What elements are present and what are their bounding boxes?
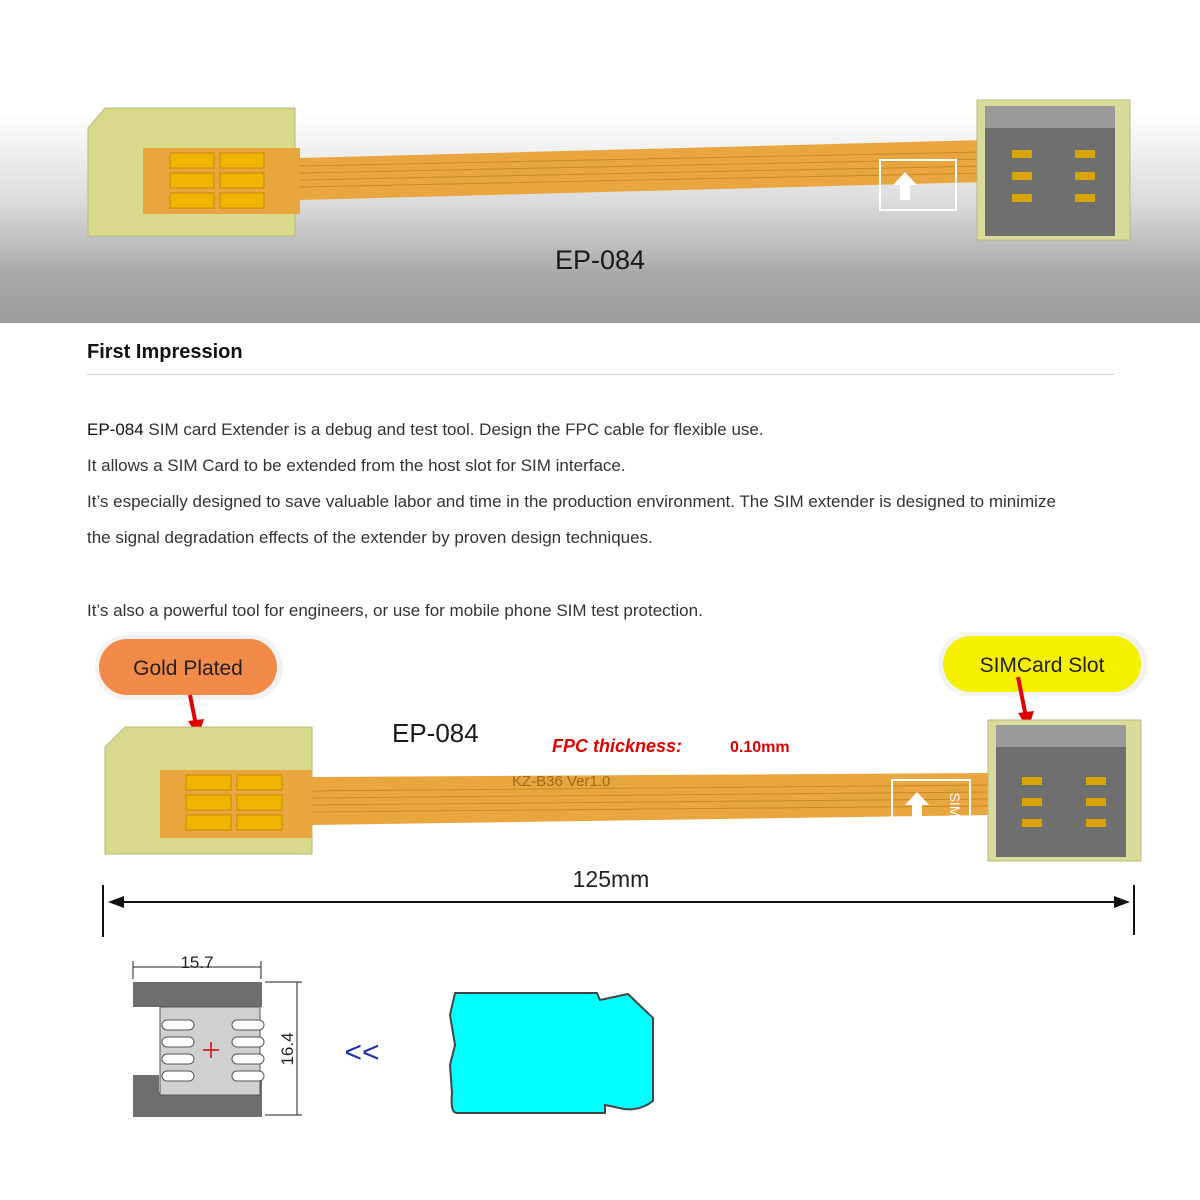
- annotated-diagram: [0, 625, 1200, 945]
- width-label: 15.7: [180, 953, 214, 972]
- height-label: 16.4: [278, 1032, 297, 1066]
- length-arrow-right-icon: [1114, 896, 1130, 908]
- description-line-1: [87, 420, 764, 440]
- description-line-4: the signal degradation effects of the extender by proven design techniques.: [87, 528, 653, 547]
- hero-model-label: EP-084: [554, 245, 646, 275]
- board-marking: KZ-B36 Ver1.0: [512, 773, 611, 790]
- fpc-thickness-label: FPC thickness:: [552, 736, 683, 756]
- insert-direction-icon: <<: [344, 1036, 380, 1069]
- section-title: First Impression: [87, 341, 243, 363]
- description-line-1-text: SIM card Extender is a debug and test tool. Design the FPC cable for flexible use.: [143, 420, 764, 439]
- diagram-model-label: EP-084: [392, 718, 479, 748]
- sim-marking-text: SIM: [947, 792, 963, 818]
- slot-footprint-drawing: [133, 982, 264, 1117]
- description-model: EP-084: [87, 420, 144, 439]
- fpc-thickness-value: 0.10mm: [730, 739, 790, 756]
- simcard-slot-label: SIMCard Slot: [979, 654, 1105, 677]
- sim-card-outline: [450, 993, 653, 1113]
- length-label: 125mm: [572, 866, 650, 892]
- description-line-2: It allows a SIM Card to be extended from the host slot for SIM interface.: [87, 456, 626, 475]
- description-line-3: It’s especially designed to save valuable labor and time in the production environment. The SIM extender is designed to minimize: [87, 492, 1056, 511]
- description-line-5: It’s also a powerful tool for engineers, or use for mobile phone SIM test protection.: [87, 601, 703, 620]
- section-divider: [87, 374, 1114, 375]
- dimension-drawings: [0, 945, 1200, 1175]
- length-arrow-left-icon: [108, 896, 124, 908]
- gold-plated-label: Gold Plated: [133, 657, 243, 680]
